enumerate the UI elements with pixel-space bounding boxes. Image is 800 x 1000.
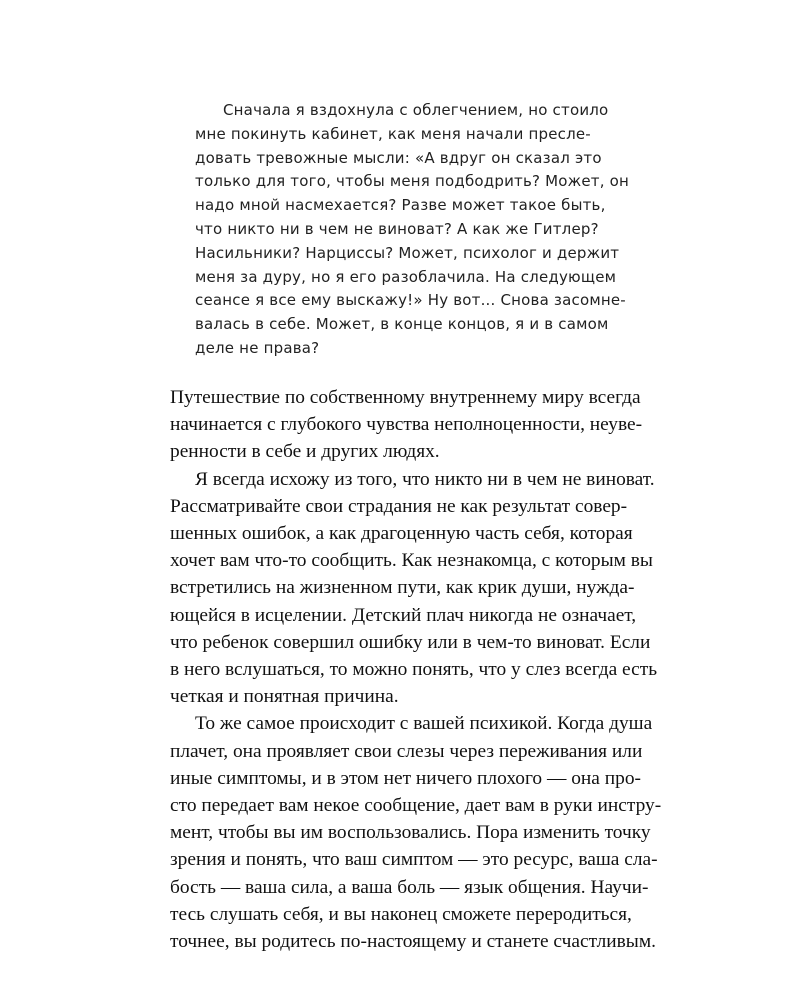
text-line: тесь слушать себя, и вы наконец сможете переродиться,: [170, 903, 632, 925]
quote-line: Насильники? Нарциссы? Может, психолог и держит: [195, 243, 620, 262]
quote-line: довать тревожные мысли: «А вдруг он сказал это: [195, 148, 602, 167]
text-line: что ребенок совершил ошибку или в чем-то виноват. Если: [170, 631, 651, 653]
text-line: точнее, вы родитесь по-настоящему и станете счастливым.: [170, 931, 656, 953]
text-line: ренности в себе и других людях.: [170, 441, 440, 463]
text-line: сто передает вам некое сообщение, дает вам в руки инстру-: [170, 795, 662, 817]
main-text: [170, 384, 662, 955]
text-line: шенных ошибок, а как драгоценную часть себя, которая: [170, 523, 633, 545]
quote-line: мне покинуть кабинет, как меня начали пресле-: [195, 124, 591, 143]
quote-line: только для того, чтобы меня подбодрить? Может, он: [195, 172, 630, 191]
text-line: иные симптомы, и в этом нет ничего плохого — она про-: [170, 767, 641, 789]
quote-line: Сначала я вздохнула с облегчением, но стоило: [223, 101, 609, 119]
text-line: Я всегда исхожу из того, что никто ни в чем не виноват.: [195, 468, 655, 490]
quote-line: что никто ни в чем не виноват? А как же Гитлер?: [195, 219, 599, 238]
text-line: Рассматривайте свои страдания не как результат совер-: [170, 495, 628, 517]
text-line: мент, чтобы вы им воспользовались. Пора изменить точку: [170, 822, 651, 844]
text-line: плачет, она проявляет свои слезы через переживания или: [170, 740, 643, 762]
quote-line: валась в себе. Может, в конце концов, я и в самом: [195, 315, 609, 334]
quote-line: сеансе я все ему выскажу!» Ну вот... Снова засомне-: [195, 291, 626, 310]
text-line: в него вслушаться, то можно понять, что у слез всегда есть: [170, 659, 658, 681]
text-line: Путешествие по собственному внутреннему миру всегда: [170, 387, 641, 408]
text-line: зрения и понять, что ваш симптом — это ресурс, ваша сла-: [170, 849, 658, 871]
quote-line: деле не права?: [195, 338, 320, 357]
paragraph-3: [170, 710, 662, 955]
text-line: ющейся в исцелении. Детский плач никогда не означает,: [170, 604, 637, 626]
quote-line: надо мной насмехается? Разве может такое быть,: [195, 196, 606, 215]
text-line: встретились на жизненном пути, как крик души, нужда-: [170, 577, 635, 599]
paragraph-2: [170, 466, 658, 711]
quote-line: меня за дуру, но я его разоблачила. На следующем: [195, 267, 617, 286]
text-line: То же самое происходит с вашей психикой. Когда душа: [195, 713, 653, 735]
text-line: бость — ваша сила, а ваша боль — язык общения. Научи-: [170, 876, 649, 898]
text-line: четкая и понятная причина.: [170, 686, 399, 708]
text-line: начинается с глубокого чувства неполноценности, неуве-: [170, 414, 643, 436]
quoted-block: [195, 99, 630, 361]
paragraph-1: [170, 384, 643, 466]
text-line: хочет вам что-то сообщить. Как незнакомца, с которым вы: [170, 550, 653, 572]
